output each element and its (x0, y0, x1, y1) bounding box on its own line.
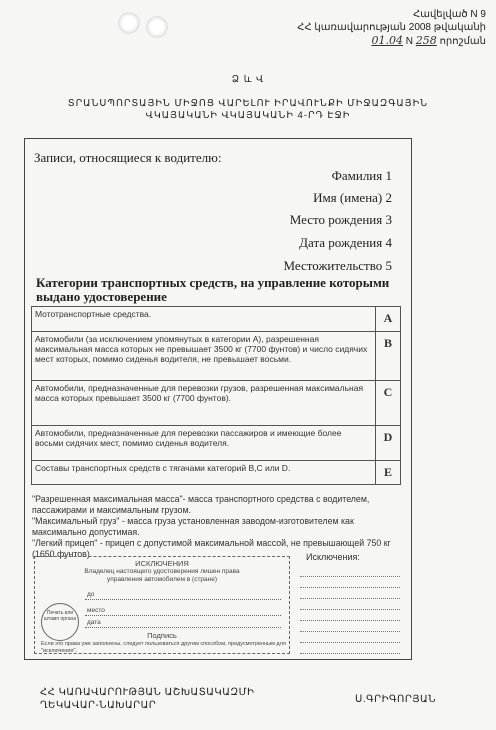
annex-line2: ՀՀ կառավարության 2008 թվականի (297, 22, 486, 33)
field-birthdate: Дата рождения 4 (299, 235, 392, 250)
annex-line1: Հավելված N 9 (413, 9, 486, 20)
annex-header (236, 8, 486, 48)
note-light-trailer: "Легкий прицеп" - прицеп с допустимой максимальной массой, не превышающей 750 кг (1650 фунтов). (32, 538, 391, 559)
issuer-organization (40, 686, 254, 712)
annex-line3 (236, 34, 486, 48)
table-row (32, 381, 401, 426)
category-a-text: Мототранспортные средства. (32, 307, 376, 332)
stamp-circle: Печать или штамп органа (41, 603, 79, 641)
exceptions-lines (300, 566, 400, 654)
doc-title-line3: ՎԿԱՅԱԿԱՆԻ ՎԿԱՅԱԿԱՆԻ 4-ՐԴ ԷՋԻ (145, 110, 351, 121)
field-first-name: Имя (имена) 2 (313, 190, 392, 205)
note-max-mass: "Разрешенная максимальная масса"- масса транспортного средства с водителем, пассажирами и максимальным грузом. (32, 494, 370, 515)
category-c-text: Автомобили, предназначенные для перевозки грузов, разрешенная максимальная масса которых превышает 3500 кг (7700 фунтов). (32, 381, 376, 426)
categories-table (31, 306, 401, 485)
punch-hole (146, 16, 168, 38)
category-c-letter: C (376, 381, 401, 426)
doc-title-line1: Ձ և Վ (231, 74, 265, 85)
label-place: место (87, 607, 105, 614)
table-row (32, 332, 401, 381)
field-residence: Местожительство 5 (283, 258, 392, 273)
table-row (32, 461, 401, 485)
category-e-letter: E (376, 461, 401, 485)
exceptions-footnote: Если это права уже заполнены, следует пользоваться другим способом, предусмотренным для "исключения". (41, 641, 286, 654)
signature-label: Подпись (147, 631, 177, 640)
categories-title: Категории транспортных средств, на управление которыми выдано удостоверение (36, 275, 390, 304)
signatory-name: Ս.ԳՐԻԳՈՐՅԱՆ (355, 694, 436, 705)
field-surname: Фамилия 1 (331, 168, 392, 183)
definitions-notes (32, 494, 400, 560)
annex-number: 258 (415, 34, 437, 47)
org-line1: ՀՀ ԿԱՌԱՎԱՐՈՒԹՅԱՆ ԱՇԽԱՏԱԿԱԶՄԻ (40, 687, 255, 698)
table-row (32, 307, 401, 332)
exceptions-box-line2: управления автомобилем в (стране) (106, 576, 218, 583)
label-until: до (87, 591, 95, 598)
exceptions-box (34, 556, 290, 654)
exceptions-heading: Исключения: (306, 552, 360, 562)
field-birthplace: Место рождения 3 (289, 212, 392, 227)
doc-title-line2: ՏՐԱՆՍՊՈՐՏԱՅԻՆ ՄԻՋՈՑ ՎԱՐԵԼՈՒ ԻՐԱՎՈՒՆՔԻ ՄԻՋԱԶԳԱՅԻՆ (67, 98, 429, 109)
annex-number-prefix: N (405, 36, 414, 47)
category-d-text: Автомобили, предназначенные для перевозки пассажиров и имеющие более восьми сидячих мест, помимо сиденья водителя. (32, 426, 376, 461)
category-b-letter: B (376, 332, 401, 381)
label-date: дата (87, 619, 101, 626)
annex-line3-suffix: որոշման (439, 36, 486, 47)
category-a-letter: A (376, 307, 401, 332)
category-e-text: Составы транспортных средств с тягачами категорий B,C или D. (32, 461, 376, 485)
exceptions-box-line1: Владелец настоящего удостоверения лишен права (84, 568, 240, 575)
driver-section-title: Записи, относящиеся к водителю: (34, 150, 222, 165)
annex-date: 01.04 (371, 34, 403, 47)
org-line2: ՂԵԿԱՎԱՐ-ՆԱԽԱՐԱՐ (40, 700, 157, 711)
table-row (32, 426, 401, 461)
exceptions-box-title: ИСКЛЮЧЕНИЯ (135, 559, 189, 568)
punch-hole (118, 12, 140, 34)
note-max-load: "Максимальный груз" - масса груза установленная заводом-изготовителем как максимально допустимая. (32, 516, 354, 537)
category-b-text: Автомобили (за исключением упомянутых в категории A), разрешенная максимальная масса которых не превышает 3500 кг (7700 фунтов) и число сидячих мест которых, помимо сиденья водителя, не превышает восьми. (32, 332, 376, 381)
category-d-letter: D (376, 426, 401, 461)
